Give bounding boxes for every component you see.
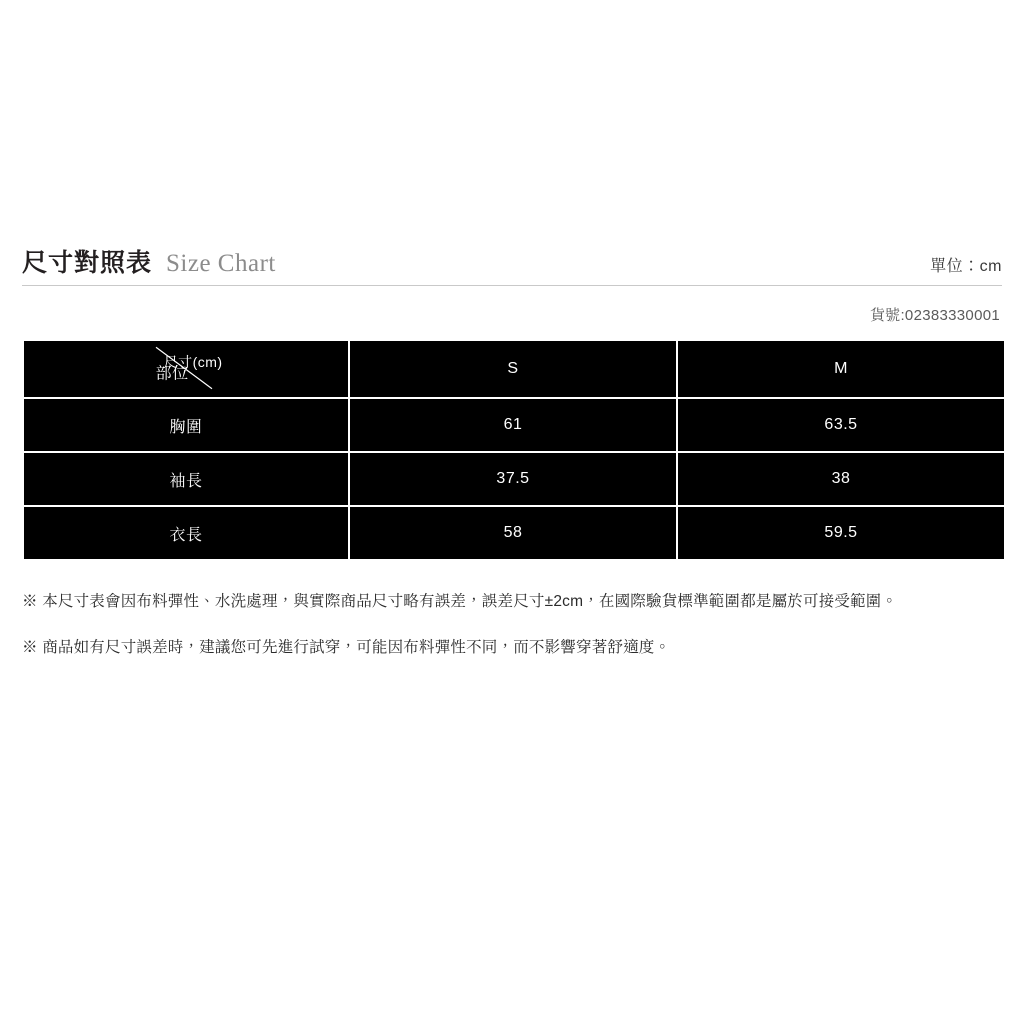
cell-sleeve-s: 37.5: [350, 453, 676, 505]
cell-length-m: 59.5: [678, 507, 1004, 559]
cell-sleeve-m: 38: [678, 453, 1004, 505]
cell-chest-m: 63.5: [678, 399, 1004, 451]
row-label-chest: 胸圍: [24, 399, 348, 451]
table-header-row: [24, 341, 1004, 397]
page-title: 尺寸對照表: [22, 249, 153, 277]
column-header-m: M: [678, 341, 1004, 397]
unit-note: 單位：cm: [930, 258, 1002, 275]
note-fitting: ※ 商品如有尺寸誤差時，建議您可先進行試穿，可能因布料彈性不同，而不影響穿著舒適度。: [22, 638, 671, 656]
cell-chest-s: 61: [350, 399, 676, 451]
product-code: 貨號:02383330001: [869, 307, 1000, 324]
chart-header: [22, 240, 1002, 286]
size-table: [22, 339, 1006, 561]
corner-part-label: 部位: [155, 365, 189, 383]
notes-section: [22, 587, 1002, 663]
note-tolerance: ※ 本尺寸表會因布料彈性、水洗處理，與實際商品尺寸略有誤差，誤差尺寸±2cm，在國際驗貨標準範圍都是屬於可接受範圍。: [22, 593, 898, 610]
table-corner-cell: [24, 341, 348, 397]
corner-dimension-label: 尺寸(cm): [163, 354, 223, 371]
size-chart-sheet: [22, 240, 1002, 678]
table-row: [24, 507, 1004, 559]
row-label-sleeve: 袖長: [24, 453, 348, 505]
row-label-length: 衣長: [24, 507, 348, 559]
page-subtitle: Size Chart: [166, 250, 276, 277]
column-header-s: S: [350, 341, 676, 397]
table-row: [24, 399, 1004, 451]
cell-length-s: 58: [350, 507, 676, 559]
table-row: [24, 453, 1004, 505]
